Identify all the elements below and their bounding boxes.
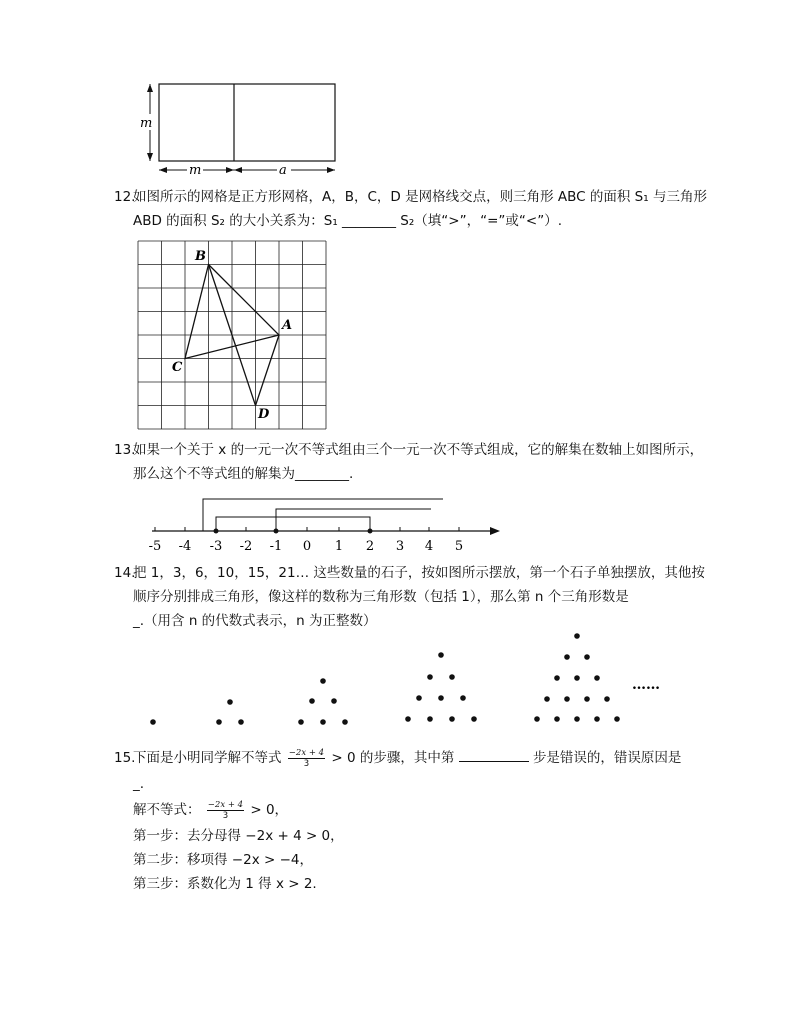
q14-number: 14.: [114, 565, 136, 581]
q12-number: 12.: [114, 189, 136, 205]
q13-line2: 那么这个不等式组的解集为________.: [133, 466, 354, 482]
tick-label: -4: [178, 539, 192, 554]
q15-solve-after: > 0，: [250, 802, 289, 818]
fraction: [207, 800, 244, 821]
q15-step2: 第二步：移项得 −2x > −4，: [133, 852, 313, 868]
q14-triangle-numbers-figure: [140, 628, 680, 728]
tick-label: -5: [148, 539, 162, 554]
fraction-numerator: −2x + 4: [288, 747, 325, 758]
q15-solve-line: [133, 799, 288, 821]
q12-line1: 如图所示的网格是正方形网格，A，B，C，D 是网格线交点，则三角形 ABC 的面积 S₁ 与三角形: [133, 189, 707, 205]
q15-line2: _.: [133, 776, 145, 792]
tick-label: 5: [454, 539, 464, 554]
q14-line3: _.（用含 n 的代数式表示，n 为正整数）: [133, 613, 377, 629]
q12-line2: ABD 的面积 S₂ 的大小关系为：S₁ ________ S₂（填“>”，“=”或“<”）.: [133, 213, 562, 229]
tick-label: 2: [365, 539, 375, 554]
point-label-d: D: [258, 407, 270, 422]
tick-label: 0: [302, 539, 312, 554]
q14-line1: 把 1，3，6，10，15，21… 这些数量的石子，按如图所示摆放，第一个石子单独摆放，其他按: [133, 565, 705, 581]
q15-intro: 下面是小明同学解不等式: [133, 750, 282, 766]
tick-label: 1: [334, 539, 344, 554]
point-label-c: C: [172, 360, 183, 375]
tick-label: -1: [269, 539, 283, 554]
tick-label: -2: [239, 539, 253, 554]
fraction-denominator: 3: [303, 758, 310, 769]
tick-label: 4: [424, 539, 434, 554]
tick-label: -3: [209, 539, 223, 554]
fraction-denominator: 3: [222, 810, 229, 821]
q15-number: 15.: [114, 750, 136, 766]
label-m-left: m: [140, 116, 153, 131]
q15-solve-label: 解不等式：: [133, 802, 201, 818]
q15-line1: [133, 747, 681, 769]
rectangle-figure: [135, 78, 345, 178]
q13-number-line: [140, 494, 510, 558]
tick-label: 3: [395, 539, 405, 554]
q15-step1: 第一步：去分母得 −2x + 4 > 0，: [133, 828, 344, 844]
q15-after-fraction: > 0 的步骤，其中第: [331, 750, 455, 766]
q13-line1: 如果一个关于 x 的一元一次不等式组由三个一元一次不等式组成，它的解集在数轴上如图所示，: [133, 442, 704, 458]
answer-blank: [459, 761, 529, 762]
q15-step3: 第三步：系数化为 1 得 x > 2.: [133, 876, 317, 892]
q15-after-blank: 步是错误的，错误原因是: [532, 750, 682, 766]
fraction-numerator: −2x + 4: [207, 799, 244, 810]
label-m-bottom: m: [189, 163, 202, 178]
fraction: [288, 748, 325, 769]
q13-number: 13.: [114, 442, 136, 458]
q14-line2: 顺序分别排成三角形，像这样的数称为三角形数（包括 1），那么第 n 个三角形数是: [133, 589, 629, 605]
point-label-a: A: [282, 318, 293, 333]
label-a: a: [279, 163, 287, 178]
point-label-b: B: [195, 249, 206, 264]
q12-grid-figure: [135, 238, 335, 433]
ellipsis: ……: [632, 677, 660, 693]
